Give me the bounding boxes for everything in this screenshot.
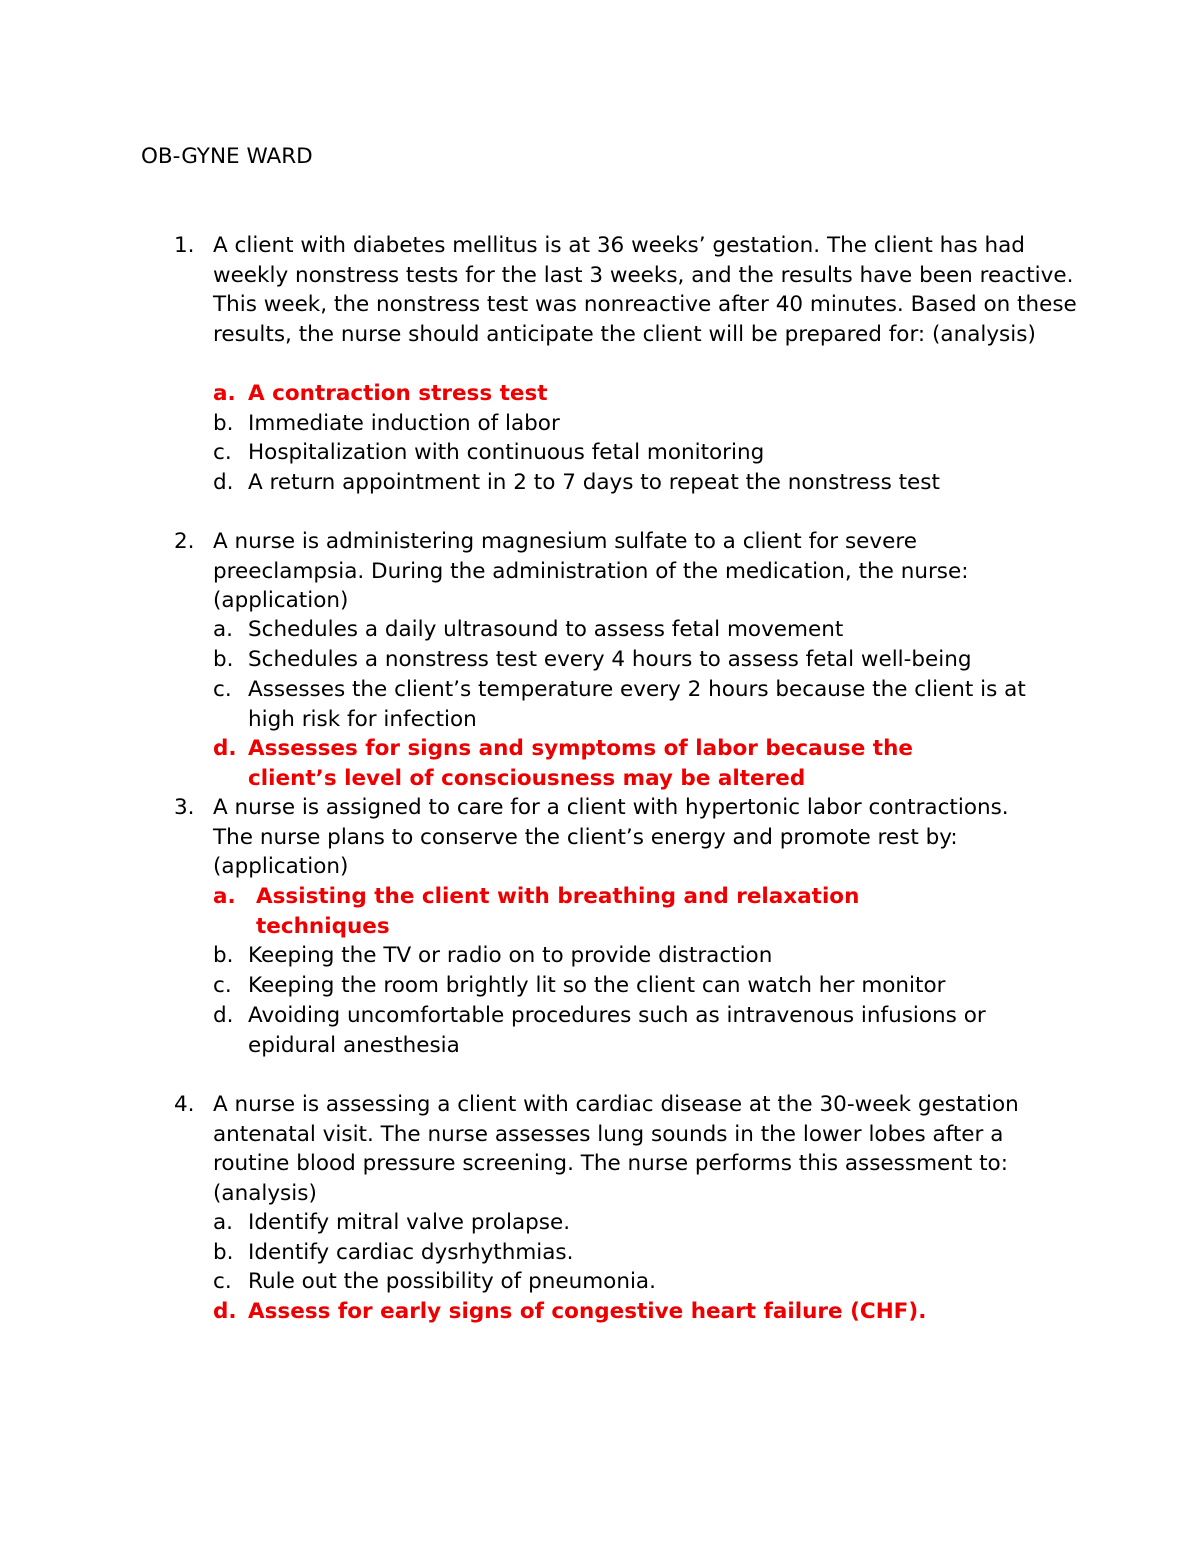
option-text: Assisting the client with breathing and relaxation techniques — [256, 884, 860, 939]
option-letter: b. — [213, 1240, 234, 1265]
option-text: A return appointment in 2 to 7 days to repeat the nonstress test — [248, 470, 940, 495]
option-text: Keeping the TV or radio on to provide distraction — [248, 943, 773, 968]
option-letter: c. — [213, 440, 232, 465]
option-text: Hospitalization with continuous fetal monitoring — [248, 440, 765, 465]
question-stem: A client with diabetes mellitus is at 36 weeks’ gestation. The client has had weekly nonstress tests for the last 3 weeks, and the results have been reactive. This week, the nonstress test was nonreactive after 40 minutes. Based on these results, the nurse should anticipate the client will be prepared for: (analysis) — [213, 233, 1077, 348]
option-text: Identify cardiac dysrhythmias. — [248, 1240, 574, 1265]
option-letter: c. — [213, 973, 232, 998]
option-text: Identify mitral valve prolapse. — [248, 1210, 571, 1235]
option-text: Keeping the room brightly lit so the client can watch her monitor — [248, 973, 946, 998]
option-text: Avoiding uncomfortable procedures such as intravenous infusions or epidural anesthesia — [248, 1003, 986, 1058]
document-title: OB-GYNE WARD — [141, 144, 313, 169]
question-number: 3. — [174, 795, 195, 820]
option-text: Schedules a daily ultrasound to assess fetal movement — [248, 617, 844, 642]
option-letter: a. — [213, 617, 234, 642]
option-letter: d. — [213, 736, 237, 761]
option-letter: d. — [213, 1003, 234, 1028]
option-letter: a. — [213, 884, 236, 909]
option-text: A contraction stress test — [248, 381, 548, 406]
question-stem: A nurse is assigned to care for a client with hypertonic labor contractions. The nurse plans to conserve the client’s energy and promote rest by: (application) — [213, 795, 1009, 880]
option-letter: d. — [213, 1299, 237, 1324]
option-letter: b. — [213, 647, 234, 672]
option-text: Assess for early signs of congestive heart failure (CHF). — [248, 1299, 927, 1324]
option-text: Rule out the possibility of pneumonia. — [248, 1269, 656, 1294]
question-stem: A nurse is assessing a client with cardiac disease at the 30-week gestation antenatal visit. The nurse assesses lung sounds in the lower lobes after a routine blood pressure screening. The nurse performs this assessment to: (analysis) — [213, 1092, 1019, 1207]
option-letter: d. — [213, 470, 234, 495]
option-text: Assesses the client’s temperature every 2 hours because the client is at high risk for infection — [248, 677, 1026, 732]
question-stem: A nurse is administering magnesium sulfate to a client for severe preeclampsia. During the administration of the medication, the nurse: (application) — [213, 529, 969, 614]
option-letter: c. — [213, 677, 232, 702]
question-number: 2. — [174, 529, 195, 554]
question-number: 1. — [174, 233, 195, 258]
option-letter: a. — [213, 1210, 234, 1235]
option-text: Immediate induction of labor — [248, 411, 560, 436]
option-text: Assesses for signs and symptoms of labor because the client’s level of consciousness may be altered — [248, 736, 913, 791]
question-number: 4. — [174, 1092, 195, 1117]
option-letter: c. — [213, 1269, 232, 1294]
option-text: Schedules a nonstress test every 4 hours to assess fetal well-being — [248, 647, 972, 672]
option-letter: b. — [213, 411, 234, 436]
option-letter: b. — [213, 943, 234, 968]
option-letter: a. — [213, 381, 236, 406]
